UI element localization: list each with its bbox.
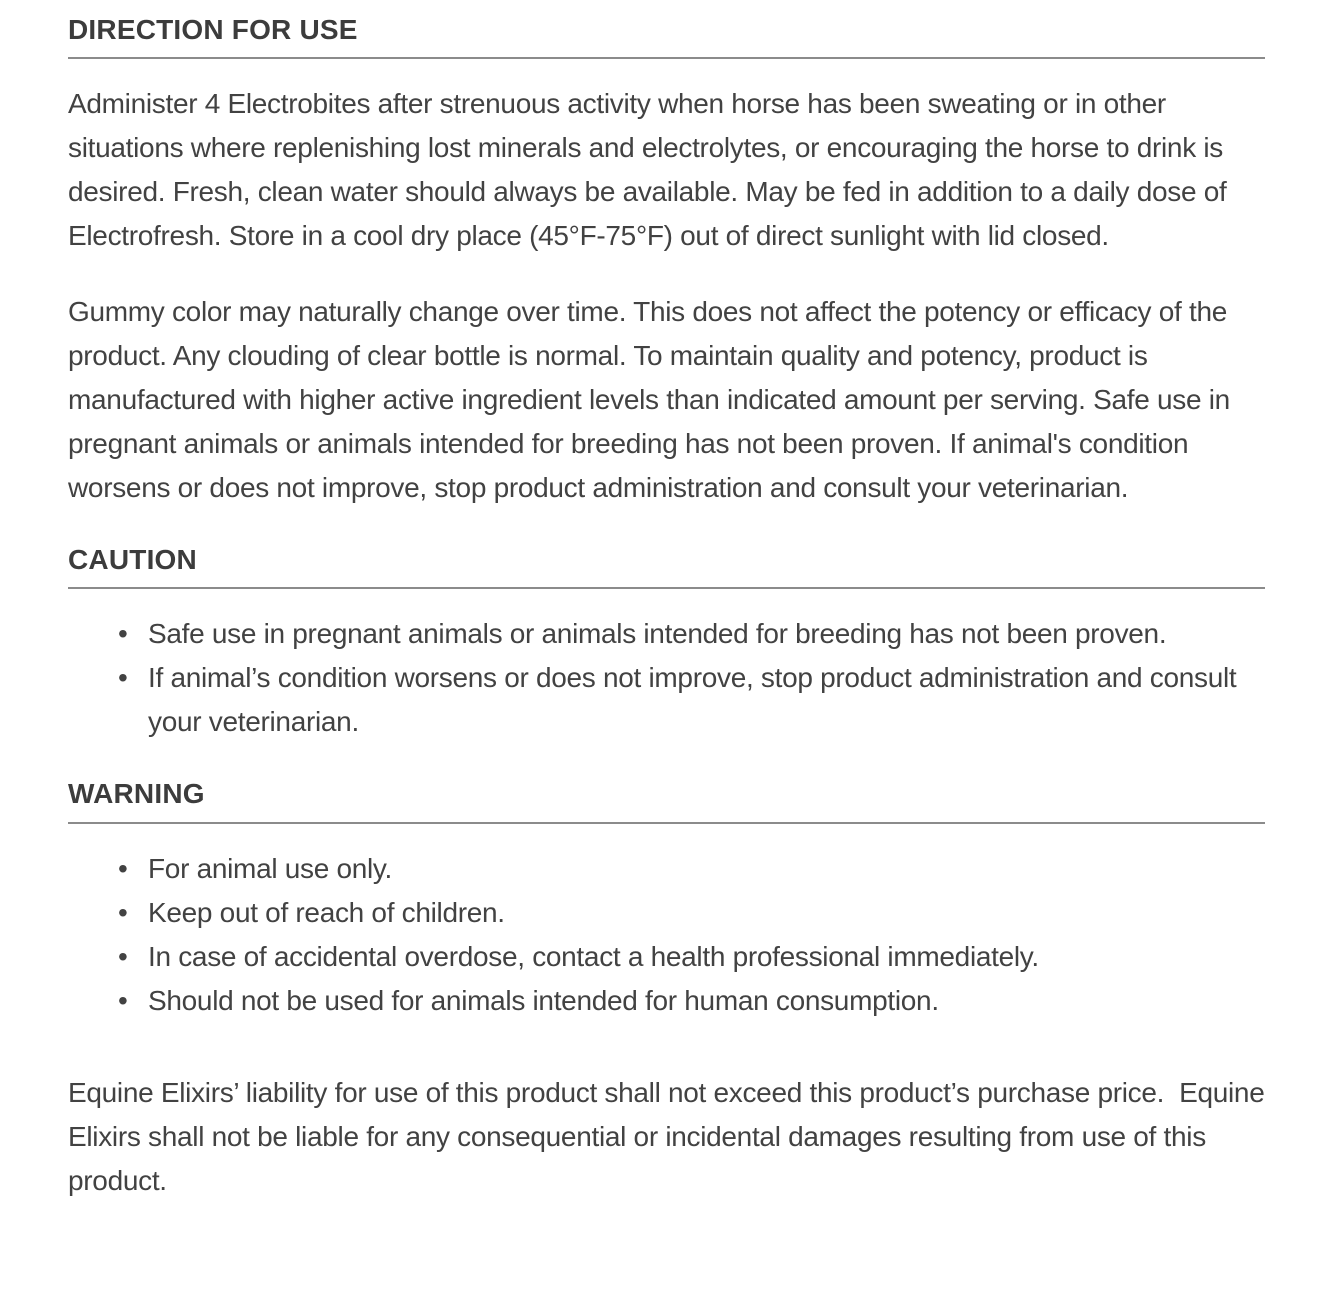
warning-bullet-item: • For animal use only. <box>148 847 1265 891</box>
warning-heading: WARNING <box>68 778 205 810</box>
caution-heading: CAUTION <box>68 544 197 576</box>
warning-bullet-list <box>68 847 1265 1023</box>
section-divider <box>68 822 1265 824</box>
section-divider <box>68 57 1265 59</box>
direction-paragraph-storage-notes: Gummy color may naturally change over time. This does not affect the potency or efficacy of the product. Any clouding of clear bottle is normal. To maintain quality and potency, product is manufactured with higher active ingredient levels than indicated amount per serving. Safe use in pregnant animals or animals intended for breeding has not been proven. If animal's condition worsens or does not improve, stop product administration and consult your veterinarian. <box>68 296 1238 504</box>
section-direction-for-use <box>68 14 1265 510</box>
section-caution <box>68 544 1265 744</box>
warning-bullet-item: • Keep out of reach of children. <box>148 891 1265 935</box>
warning-bullet-item: • In case of accidental overdose, contact a health professional immediately. <box>148 935 1265 979</box>
caution-bullet-item: • Safe use in pregnant animals or animals intended for breeding has not been proven. <box>148 612 1265 656</box>
direction-for-use-heading: DIRECTION FOR USE <box>68 14 358 45</box>
section-divider <box>68 587 1265 589</box>
caution-bullet-list <box>68 612 1265 744</box>
section-warning <box>68 778 1265 1022</box>
caution-bullet-item: • If animal’s condition worsens or does not improve, stop product administration and consult your veterinarian. <box>148 656 1265 744</box>
warning-bullet-item: • Should not be used for animals intended for human consumption. <box>148 979 1265 1023</box>
liability-paragraph: Equine Elixirs’ liability for use of this product shall not exceed this product’s purchase price. Equine Elixirs shall not be liable for any consequential or incidental damages resulting from use of this product. <box>68 1076 1272 1196</box>
direction-paragraph-administration: Administer 4 Electrobites after strenuous activity when horse has been sweating or in other situations where replenishing lost minerals and electrolytes, or encouraging the horse to drink is desired. Fresh, clean water should always be available. May be fed in addition to a daily dose of Electrofresh. Store in a cool dry place (45°F-75°F) out of direct sunlight with lid closed. <box>68 88 1234 252</box>
